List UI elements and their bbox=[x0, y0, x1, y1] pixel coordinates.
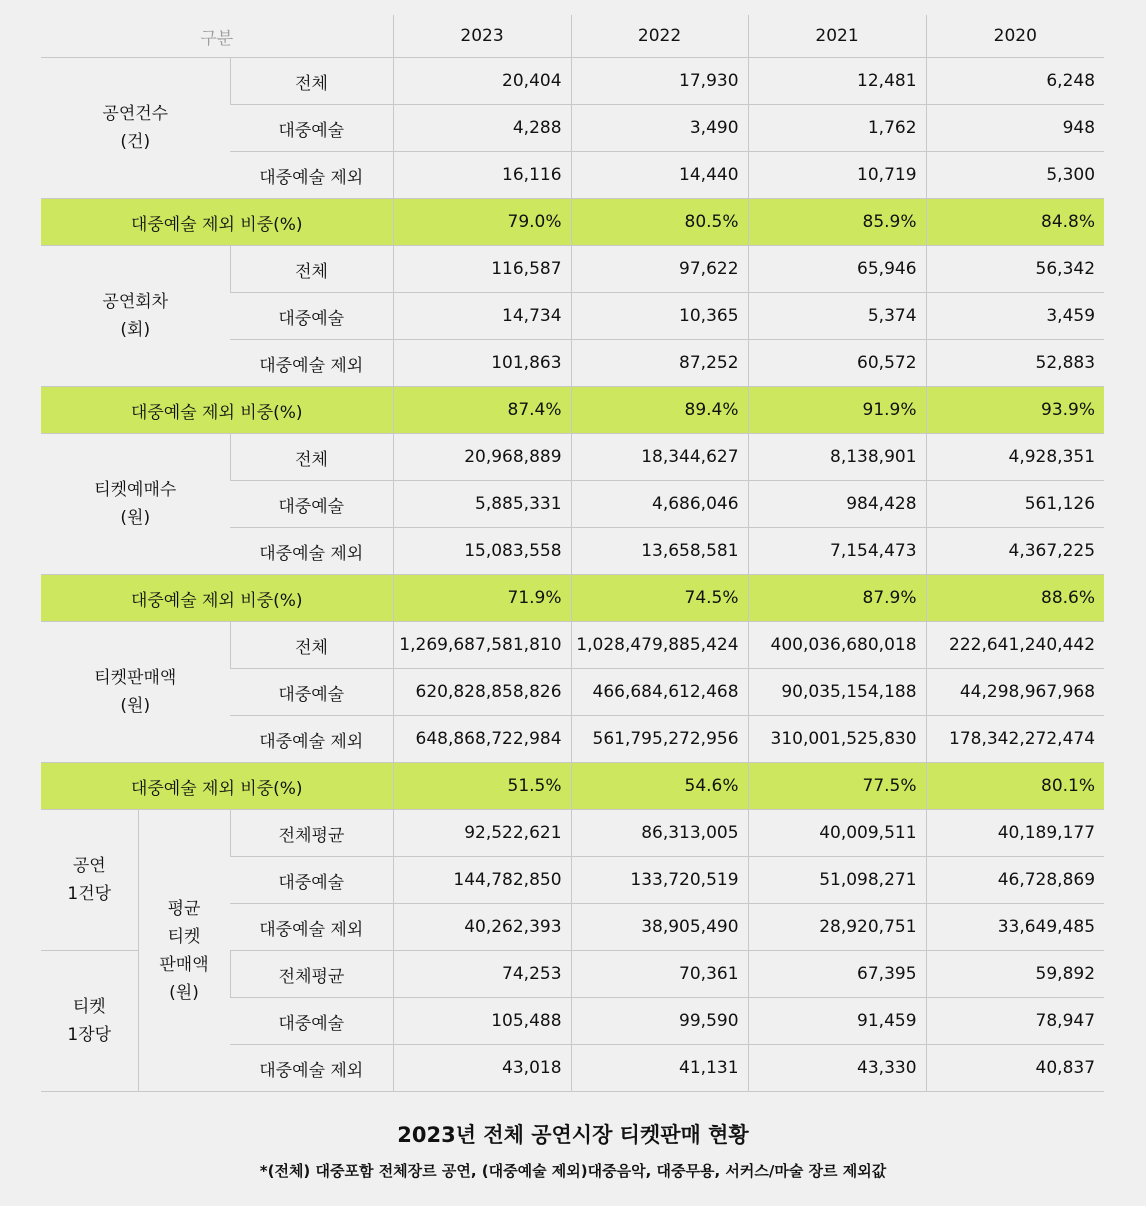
table-caption-title: 2023년 전체 공연시장 티켓판매 현황 bbox=[397, 1123, 749, 1147]
value-cell: 144,782,850 bbox=[393, 857, 571, 904]
group-label: 티켓판매액 (원) bbox=[41, 622, 230, 763]
value-cell: 5,300 bbox=[926, 152, 1104, 199]
average-ticket-sales-label: 평균 티켓 판매액 (원) bbox=[138, 810, 230, 1092]
header-year: 2022 bbox=[571, 15, 748, 58]
ratio-row bbox=[41, 387, 1104, 434]
table-row bbox=[41, 58, 1104, 105]
ratio-label: 대중예술 제외 비중(%) bbox=[41, 199, 393, 246]
row-label: 대중예술 bbox=[230, 857, 393, 904]
value-cell: 13,658,581 bbox=[571, 528, 748, 575]
row-label: 전체 bbox=[230, 58, 393, 105]
row-label: 전체평균 bbox=[230, 951, 393, 998]
value-cell: 41,131 bbox=[571, 1045, 748, 1092]
value-cell: 43,330 bbox=[748, 1045, 926, 1092]
value-cell: 44,298,967,968 bbox=[926, 669, 1104, 716]
value-cell: 400,036,680,018 bbox=[748, 622, 926, 669]
value-cell: 16,116 bbox=[393, 152, 571, 199]
value-cell: 28,920,751 bbox=[748, 904, 926, 951]
row-label: 대중예술 bbox=[230, 481, 393, 528]
value-cell: 466,684,612,468 bbox=[571, 669, 748, 716]
value-cell: 178,342,272,474 bbox=[926, 716, 1104, 763]
header-year: 2020 bbox=[926, 15, 1104, 58]
value-cell: 43,018 bbox=[393, 1045, 571, 1092]
value-cell: 78,947 bbox=[926, 998, 1104, 1045]
value-cell: 59,892 bbox=[926, 951, 1104, 998]
ratio-value: 84.8% bbox=[926, 199, 1104, 246]
value-cell: 14,440 bbox=[571, 152, 748, 199]
value-cell: 310,001,525,830 bbox=[748, 716, 926, 763]
value-cell: 105,488 bbox=[393, 998, 571, 1045]
ratio-value: 89.4% bbox=[571, 387, 748, 434]
row-label: 대중예술 제외 bbox=[230, 904, 393, 951]
value-cell: 561,795,272,956 bbox=[571, 716, 748, 763]
value-cell: 70,361 bbox=[571, 951, 748, 998]
row-label: 대중예술 bbox=[230, 293, 393, 340]
header-year: 2023 bbox=[393, 15, 571, 58]
ratio-value: 87.9% bbox=[748, 575, 926, 622]
header-row bbox=[41, 15, 1104, 58]
value-cell: 14,734 bbox=[393, 293, 571, 340]
value-cell: 6,248 bbox=[926, 58, 1104, 105]
table-row bbox=[41, 434, 1104, 481]
value-cell: 38,905,490 bbox=[571, 904, 748, 951]
ratio-value: 80.5% bbox=[571, 199, 748, 246]
row-label: 전체 bbox=[230, 622, 393, 669]
value-cell: 10,365 bbox=[571, 293, 748, 340]
value-cell: 20,968,889 bbox=[393, 434, 571, 481]
row-label: 전체 bbox=[230, 434, 393, 481]
ratio-value: 54.6% bbox=[571, 763, 748, 810]
ratio-label: 대중예술 제외 비중(%) bbox=[41, 763, 393, 810]
value-cell: 17,930 bbox=[571, 58, 748, 105]
value-cell: 7,154,473 bbox=[748, 528, 926, 575]
value-cell: 52,883 bbox=[926, 340, 1104, 387]
value-cell: 561,126 bbox=[926, 481, 1104, 528]
ratio-row bbox=[41, 763, 1104, 810]
value-cell: 74,253 bbox=[393, 951, 571, 998]
value-cell: 40,189,177 bbox=[926, 810, 1104, 857]
value-cell: 56,342 bbox=[926, 246, 1104, 293]
value-cell: 101,863 bbox=[393, 340, 571, 387]
value-cell: 1,762 bbox=[748, 105, 926, 152]
value-cell: 5,374 bbox=[748, 293, 926, 340]
table-row bbox=[41, 810, 1104, 857]
value-cell: 4,288 bbox=[393, 105, 571, 152]
value-cell: 948 bbox=[926, 105, 1104, 152]
value-cell: 133,720,519 bbox=[571, 857, 748, 904]
row-label: 전체평균 bbox=[230, 810, 393, 857]
value-cell: 116,587 bbox=[393, 246, 571, 293]
average-section-label: 공연 1건당 bbox=[41, 810, 138, 951]
ratio-value: 88.6% bbox=[926, 575, 1104, 622]
value-cell: 4,928,351 bbox=[926, 434, 1104, 481]
header-category: 구분 bbox=[41, 15, 393, 58]
ratio-value: 71.9% bbox=[393, 575, 571, 622]
table-caption-note: *(전체) 대중포함 전체장르 공연, (대중예술 제외)대중음악, 대중무용, 서커스/마술 장르 제외값 bbox=[259, 1162, 887, 1180]
value-cell: 984,428 bbox=[748, 481, 926, 528]
ratio-value: 51.5% bbox=[393, 763, 571, 810]
average-section-label: 티켓 1장당 bbox=[41, 951, 138, 1092]
row-label: 대중예술 제외 bbox=[230, 528, 393, 575]
value-cell: 5,885,331 bbox=[393, 481, 571, 528]
value-cell: 3,459 bbox=[926, 293, 1104, 340]
value-cell: 40,262,393 bbox=[393, 904, 571, 951]
value-cell: 648,868,722,984 bbox=[393, 716, 571, 763]
ratio-label: 대중예술 제외 비중(%) bbox=[41, 575, 393, 622]
group-label: 공연회차 (회) bbox=[41, 246, 230, 387]
row-label: 대중예술 bbox=[230, 998, 393, 1045]
ratio-value: 74.5% bbox=[571, 575, 748, 622]
ratio-value: 93.9% bbox=[926, 387, 1104, 434]
value-cell: 87,252 bbox=[571, 340, 748, 387]
value-cell: 97,622 bbox=[571, 246, 748, 293]
row-label: 대중예술 bbox=[230, 669, 393, 716]
ratio-row bbox=[41, 199, 1104, 246]
value-cell: 92,522,621 bbox=[393, 810, 571, 857]
value-cell: 90,035,154,188 bbox=[748, 669, 926, 716]
value-cell: 10,719 bbox=[748, 152, 926, 199]
row-label: 대중예술 제외 bbox=[230, 1045, 393, 1092]
group-label: 공연건수 (건) bbox=[41, 58, 230, 199]
value-cell: 222,641,240,442 bbox=[926, 622, 1104, 669]
value-cell: 86,313,005 bbox=[571, 810, 748, 857]
ratio-value: 85.9% bbox=[748, 199, 926, 246]
ratio-value: 87.4% bbox=[393, 387, 571, 434]
value-cell: 40,837 bbox=[926, 1045, 1104, 1092]
value-cell: 60,572 bbox=[748, 340, 926, 387]
row-label: 전체 bbox=[230, 246, 393, 293]
value-cell: 99,590 bbox=[571, 998, 748, 1045]
value-cell: 1,269,687,581,810 bbox=[393, 622, 571, 669]
row-label: 대중예술 제외 bbox=[230, 152, 393, 199]
value-cell: 65,946 bbox=[748, 246, 926, 293]
ratio-value: 91.9% bbox=[748, 387, 926, 434]
row-label: 대중예술 제외 bbox=[230, 716, 393, 763]
value-cell: 46,728,869 bbox=[926, 857, 1104, 904]
value-cell: 3,490 bbox=[571, 105, 748, 152]
row-label: 대중예술 제외 bbox=[230, 340, 393, 387]
header-year: 2021 bbox=[748, 15, 926, 58]
row-label: 대중예술 bbox=[230, 105, 393, 152]
value-cell: 1,028,479,885,424 bbox=[571, 622, 748, 669]
value-cell: 18,344,627 bbox=[571, 434, 748, 481]
value-cell: 8,138,901 bbox=[748, 434, 926, 481]
ratio-value: 79.0% bbox=[393, 199, 571, 246]
ratio-value: 77.5% bbox=[748, 763, 926, 810]
value-cell: 51,098,271 bbox=[748, 857, 926, 904]
value-cell: 620,828,858,826 bbox=[393, 669, 571, 716]
value-cell: 4,686,046 bbox=[571, 481, 748, 528]
value-cell: 12,481 bbox=[748, 58, 926, 105]
value-cell: 67,395 bbox=[748, 951, 926, 998]
value-cell: 15,083,558 bbox=[393, 528, 571, 575]
value-cell: 20,404 bbox=[393, 58, 571, 105]
ticket-sales-table bbox=[41, 15, 1104, 1092]
ratio-row bbox=[41, 575, 1104, 622]
ratio-label: 대중예술 제외 비중(%) bbox=[41, 387, 393, 434]
table-row bbox=[41, 622, 1104, 669]
value-cell: 91,459 bbox=[748, 998, 926, 1045]
value-cell: 33,649,485 bbox=[926, 904, 1104, 951]
ratio-value: 80.1% bbox=[926, 763, 1104, 810]
value-cell: 4,367,225 bbox=[926, 528, 1104, 575]
group-label: 티켓예매수 (원) bbox=[41, 434, 230, 575]
table-row bbox=[41, 246, 1104, 293]
value-cell: 40,009,511 bbox=[748, 810, 926, 857]
